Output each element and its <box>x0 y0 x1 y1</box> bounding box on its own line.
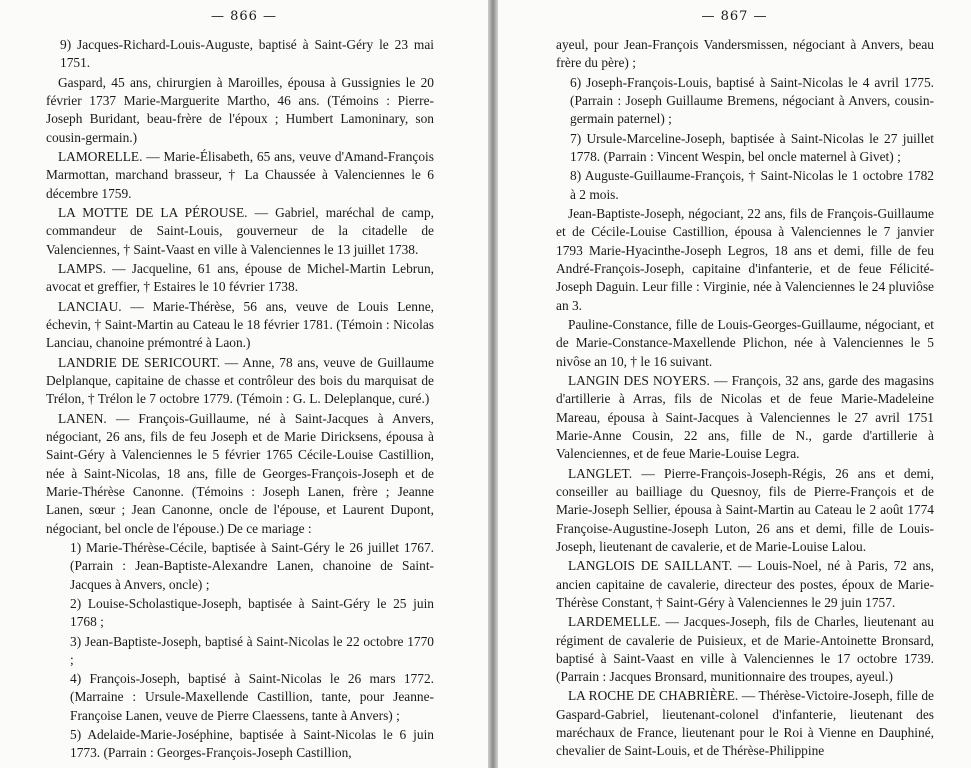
entry-lanen: LANEN. — François-Guillaume, né à Saint-Jacques à Anvers, négociant, 26 ans, fils de feu Joseph et de Marie Diricksens, épousa à Saint-Géry à Valenciennes le 5 février 1765 Cécile-Louise Castillion, née à Saint-Nicolas, 18 ans, fille de Georges-François-Joseph et de Marie-Thérèse Canonne. (Témoins : Joseph Lanen, frère ; Jeanne Lanen, sœur ; Jean Canonne, oncle de l'épouse, et Laurent Dupont, négociant, bel oncle de l'épouse.) De ce mariage : <box>46 410 434 536</box>
page-number-right: — 867 — <box>701 9 768 24</box>
child-entry: 4) François-Joseph, baptisé à Saint-Nicolas le 26 mars 1772. (Marraine : Ursule-Maxellende Castillion, tante, pour Jeanne-Françoise Lanen, veuve de Pierre Claessens, tante à Anvers) ; <box>70 671 434 723</box>
entry-langlet: LANGLET. — Pierre-François-Joseph-Régis, 26 ans et demi, conseiller au bailliage du Quesnoy, fils de Pierre-François et de Marie-Joseph Sellier, épousa à Saint-Martin au Cateau le 2 août 1774 Françoise-Augustine-Joseph Luton, 26 ans et demi, fille de Louis-Joseph, lieutenant de cavalerie, et de Marie-Louise Lalou. <box>556 465 934 554</box>
child-entry: 2) Louise-Scholastique-Joseph, baptisée à Saint-Géry le 25 juin 1768 ; <box>70 595 434 630</box>
child-entry: 5) Adelaide-Marie-Joséphine, baptisée à Saint-Nicolas le 6 juin 1773. (Parrain : Georges-François-Joseph Castillion, <box>70 727 434 761</box>
child-entry: 7) Ursule-Marceline-Joseph, baptisée à Saint-Nicolas le 27 juillet 1778. (Parrain : Vincent Wespin, bel oncle maternel à Givet) ; <box>570 130 934 164</box>
child-entry: 6) Joseph-François-Louis, baptisé à Saint-Nicolas le 4 avril 1775. (Parrain : Joseph Guillaume Bremens, négociant à Anvers, cousin-germain paternel) ; <box>570 74 934 127</box>
entry-la-motte-de-la-perouse: LA MOTTE DE LA PÉROUSE. — Gabriel, maréchal de camp, commandeur de Saint-Louis, gouverneur de la citadelle de Valenciennes, † Saint-Vaast en ville à Valenciennes le 13 juillet 1738. <box>46 204 434 257</box>
right-page <box>498 0 971 768</box>
entry-lardemelle: LARDEMELLE. — Jacques-Joseph, fils de Charles, lieutenant au régiment de cavalerie de Puisieux, et de Marie-Antoinette Bronsard, baptisé à Saint-Vaast en ville à Valenciennes le 17 octobre 1739. (Parrain : Jacques Bronsard, munitionnaire des troupes, ayeul.) <box>556 614 934 685</box>
entry-lanciau: LANCIAU. — Marie-Thérèse, 56 ans, veuve de Louis Lenne, échevin, † Saint-Martin au Cateau le 18 février 1781. (Témoin : Nicolas Lanciau, chanoine prémontré à Laon.) <box>46 298 434 351</box>
book-gutter <box>488 0 498 768</box>
entry-paragraph: ayeul, pour Jean-François Vandersmissen, négociant à Anvers, beau frère du père) ; <box>556 37 934 71</box>
entry-paragraph: Pauline-Constance, fille de Louis-Georges-Guillaume, négociant, et de Marie-Constance-Maxellende Plichon, née à Valenciennes le 5 nivôse an 10, † le 16 suivant. <box>556 316 934 369</box>
entry-lamps: LAMPS. — Jacqueline, 61 ans, épouse de Michel-Martin Lebrun, avocat et greffier, † Estaires le 10 février 1738. <box>46 260 434 295</box>
entry-langlois-de-saillant: LANGLOIS DE SAILLANT. — Louis-Noel, né à Paris, 72 ans, ancien capitaine de cavalerie, directeur des postes, époux de Marie-Thérèse Constant, † Saint-Géry à Valenciennes le 29 juin 1757. <box>556 558 934 610</box>
entry-langin-des-noyers: LANGIN DES NOYERS. — François, 32 ans, garde des magasins d'artillerie à Arras, fils de Nicolas et de feue Marie-Madeleine Mareau, épousa à Saint-Jacques à Valenciennes le 27 avril 1751 Marie-Anne Cousin, 22 ans, fille de N., garde d'artillerie à Valenciennes, et de feue Marie-Louise Legra. <box>556 372 934 462</box>
left-page-text <box>46 36 434 764</box>
entry-paragraph: 9) Jacques-Richard-Louis-Auguste, baptisé à Saint-Géry le 23 mai 1751. <box>60 37 434 71</box>
entry-la-roche-de-chabriere: LA ROCHE DE CHABRIÈRE. — Thérèse-Victoire-Joseph, fille de Gaspard-Gabriel, lieutenant-colonel d'infanterie, lieutenant des maréchaux de France, lieutenant pour le Roi à Vienne en Dauphiné, chevalier de Saint-Louis, et de Thérèse-Philippine <box>556 688 934 759</box>
page-number-left: — 866 — <box>210 9 278 24</box>
entry-paragraph: Gaspard, 45 ans, chirurgien à Maroilles, épousa à Gussignies le 20 février 1737 Marie-Marguerite Martho, 46 ans. (Témoins : Pierre-Joseph Buridant, beau-frère de l'époux ; Humbert Lamoninary, son cousin-germain.) <box>46 74 434 145</box>
right-page-text <box>556 36 934 762</box>
entry-paragraph: Jean-Baptiste-Joseph, négociant, 22 ans, fils de François-Guillaume et de Cécile-Louise Castillion, épousa à Valenciennes le 7 janvier 1793 Marie-Hyacinthe-Joseph Legros, 18 ans et demi, fille de feu André-François-Joseph, capitaine d'infanterie, et de feue Félicité-Joseph Daguin. Leur fille : Virginie, née à Valenciennes le 24 pluviôse an 3. <box>556 205 934 313</box>
child-entry: 1) Marie-Thérèse-Cécile, baptisée à Saint-Géry le 26 juillet 1767. (Parrain : Jean-Baptiste-Alexandre Lanen, chanoine de Saint-Jacques à Anvers, oncle) ; <box>70 539 434 592</box>
child-entry: 3) Jean-Baptiste-Joseph, baptisé à Saint-Nicolas le 22 octobre 1770 ; <box>70 633 434 667</box>
entry-lamorelle: LAMORELLE. — Marie-Élisabeth, 65 ans, veuve d'Amand-François Marmottan, marchand brasseur, † La Chaussée à Valenciennes le 6 décembre 1759. <box>46 148 434 201</box>
entry-landrie-de-sericourt: LANDRIE DE SERICOURT. — Anne, 78 ans, veuve de Guillaume Delplanque, capitaine de chasse et contrôleur des bois du marquisat de Trélon, † Trélon le 7 octobre 1779. (Témoin : G. L. Deleplanque, curé.) <box>46 354 434 407</box>
child-entry: 8) Auguste-Guillaume-François, † Saint-Nicolas le 1 octobre 1782 à 2 mois. <box>570 168 934 202</box>
